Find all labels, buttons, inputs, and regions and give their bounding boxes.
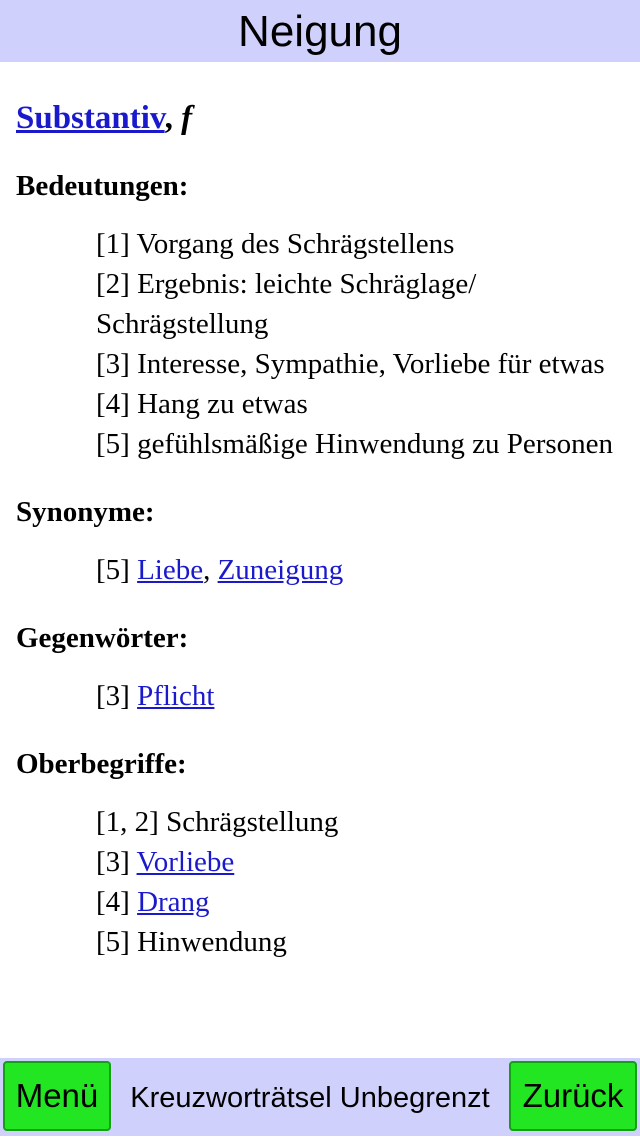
title-bar	[0, 0, 640, 62]
list-item	[96, 882, 624, 922]
item-text: [3] Interesse, Sympathie, Vorliebe für etwas	[96, 348, 605, 380]
list-item	[96, 922, 624, 962]
list-item	[96, 224, 624, 264]
menu-button[interactable]: Menü	[3, 1061, 111, 1131]
term-link[interactable]: Zuneigung	[217, 554, 344, 586]
list-item	[96, 344, 624, 384]
page-title: Neigung	[238, 7, 402, 56]
section-items	[16, 802, 624, 962]
section-title: Gegenwörter:	[16, 622, 189, 654]
section-items	[16, 676, 624, 716]
term-link[interactable]: Pflicht	[137, 680, 215, 712]
item-text: [4] Hang zu etwas	[96, 388, 308, 420]
section-title: Synonyme:	[16, 496, 155, 528]
term-link[interactable]: Liebe	[137, 554, 204, 586]
item-text: [1, 2] Schrägstellung	[96, 806, 339, 838]
section-items	[16, 550, 624, 590]
item-text: [5] Hinwendung	[96, 926, 287, 958]
list-item	[96, 384, 624, 424]
entry-content[interactable]	[0, 62, 640, 1058]
list-item	[96, 264, 624, 344]
item-text: [1] Vorgang des Schrägstellens	[96, 228, 455, 260]
item-text: [4]	[96, 886, 138, 918]
list-item	[96, 842, 624, 882]
bottom-bar	[0, 1058, 640, 1136]
gender-label: f	[181, 100, 193, 136]
term-link[interactable]: Vorliebe	[136, 846, 235, 878]
link-separator: ,	[203, 554, 218, 586]
item-text: [2] Ergebnis: leichte Schräglage/ Schrägstellung	[96, 268, 477, 340]
item-text: [3]	[96, 846, 137, 878]
list-item	[96, 424, 624, 464]
item-text: [5]	[96, 554, 138, 586]
section-items	[16, 224, 624, 464]
word-class-link[interactable]: Substantiv	[16, 100, 165, 136]
sections-container	[16, 168, 624, 962]
item-text: [3]	[96, 680, 138, 712]
app-title: Kreuzworträtsel Unbegrenzt	[130, 1082, 490, 1114]
section-title: Bedeutungen:	[16, 170, 189, 202]
list-item	[96, 676, 624, 716]
item-text: [5] gefühlsmäßige Hinwendung zu Personen	[96, 428, 614, 460]
section-title: Oberbegriffe:	[16, 748, 187, 780]
back-button[interactable]: Zurück	[509, 1061, 637, 1131]
word-class-separator: ,	[164, 100, 182, 136]
term-link[interactable]: Drang	[137, 886, 210, 918]
list-item	[96, 550, 624, 590]
list-item	[96, 802, 624, 842]
word-class-line	[16, 96, 624, 140]
